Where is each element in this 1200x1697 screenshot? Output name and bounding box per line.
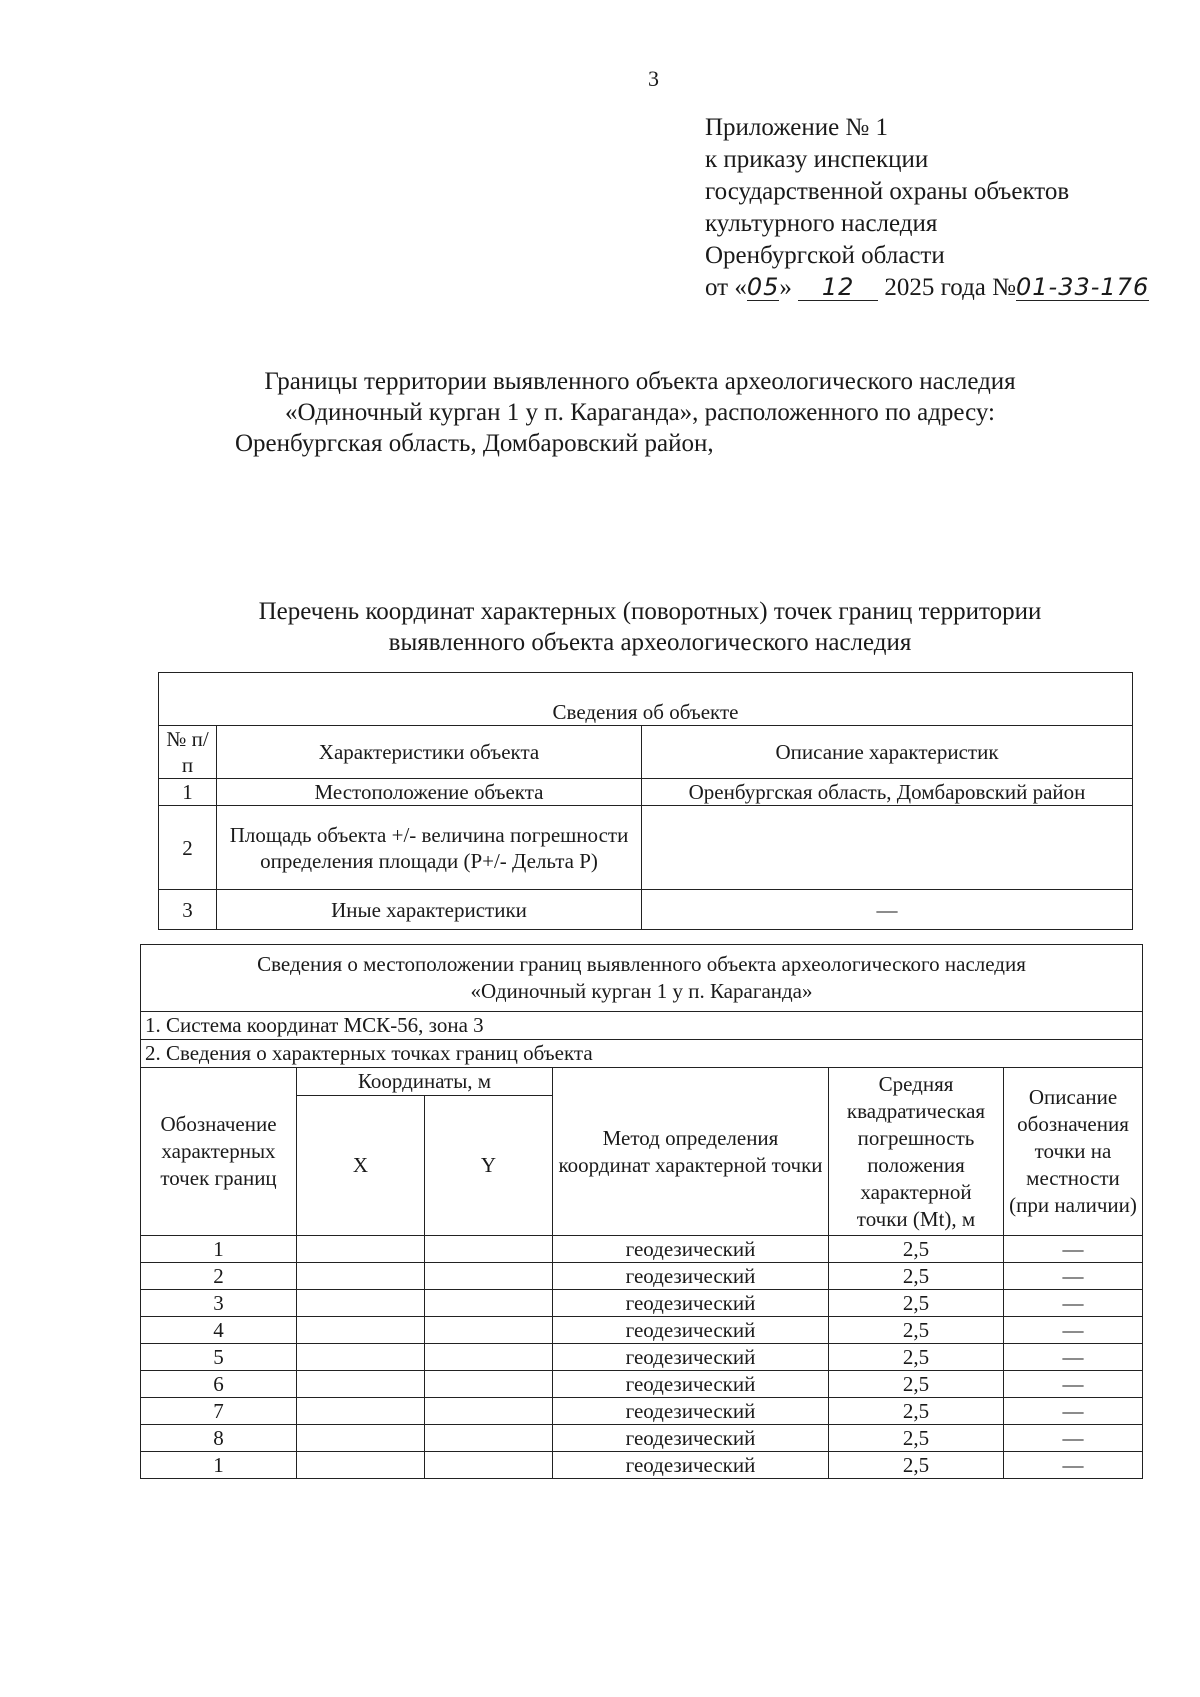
row-description: — (642, 890, 1133, 930)
appendix-line: Приложение № 1 (705, 114, 889, 141)
table-row (141, 1290, 1143, 1317)
col-header-method: Метод определения координат характерной точки (553, 1068, 829, 1236)
table-row (141, 1263, 1143, 1290)
point-y (425, 1290, 553, 1317)
table-row (141, 1398, 1143, 1425)
point-desc: — (1004, 1398, 1143, 1425)
table-row (141, 1371, 1143, 1398)
object-table-caption: Сведения об объекте (159, 673, 1133, 726)
location-table-caption (141, 945, 1143, 1012)
point-error: 2,5 (829, 1236, 1004, 1263)
col-header-x: X (297, 1096, 425, 1236)
point-y (425, 1371, 553, 1398)
point-id: 6 (141, 1371, 297, 1398)
caption-line: «Одиночный курган 1 у п. Караганда» (470, 979, 813, 1003)
point-x (297, 1398, 425, 1425)
point-error: 2,5 (829, 1290, 1004, 1317)
points-header: 2. Сведения о характерных точках границ объекта (141, 1040, 1143, 1068)
point-desc: — (1004, 1290, 1143, 1317)
point-y (425, 1263, 553, 1290)
point-method: геодезический (553, 1344, 829, 1371)
point-desc: — (1004, 1344, 1143, 1371)
point-error: 2,5 (829, 1371, 1004, 1398)
appendix-line: Оренбургской области (705, 242, 945, 269)
order-day: 05 (746, 273, 780, 301)
points-body (141, 1236, 1143, 1479)
row-no: 2 (159, 806, 217, 890)
point-id: 8 (141, 1425, 297, 1452)
document-title (190, 366, 1090, 459)
row-no: 3 (159, 890, 217, 930)
coordinates-list-title (180, 596, 1120, 658)
row-description (642, 806, 1133, 890)
col-header-characteristic: Характеристики объекта (217, 726, 642, 779)
point-method: геодезический (553, 1452, 829, 1479)
table-row (141, 1236, 1143, 1263)
quote-close: » (779, 274, 792, 301)
title-line: Границы территории выявленного объекта археологического наследия (264, 368, 1016, 395)
point-desc: — (1004, 1317, 1143, 1344)
point-x (297, 1263, 425, 1290)
point-error: 2,5 (829, 1263, 1004, 1290)
point-desc: — (1004, 1425, 1143, 1452)
point-error: 2,5 (829, 1344, 1004, 1371)
point-method: геодезический (553, 1425, 829, 1452)
col-header-error: Средняя квадратическая погрешность положения характерной точки (Mt), м (829, 1068, 1004, 1236)
order-number: 01-33-176 (1016, 273, 1150, 301)
table-row (159, 779, 1133, 806)
point-error: 2,5 (829, 1398, 1004, 1425)
point-method: геодезический (553, 1317, 829, 1344)
row-characteristic: Площадь объекта +/- величина погрешности определения площади (P+/- Дельта P) (217, 806, 642, 890)
order-date-line (705, 272, 1149, 304)
point-id: 5 (141, 1344, 297, 1371)
row-characteristic: Иные характеристики (217, 890, 642, 930)
point-x (297, 1371, 425, 1398)
col-header-coordinates: Координаты, м (297, 1068, 553, 1096)
table-row (159, 890, 1133, 930)
appendix-header (705, 112, 1149, 304)
col-header-description: Описание характеристик (642, 726, 1133, 779)
row-no: 1 (159, 779, 217, 806)
boundary-location-table (140, 944, 1143, 1479)
col-header-designation: Обозначение характерных точек границ (141, 1068, 297, 1236)
table-row (141, 1452, 1143, 1479)
point-id: 7 (141, 1398, 297, 1425)
appendix-line: культурного наследия (705, 210, 938, 237)
table-row (141, 1425, 1143, 1452)
point-y (425, 1398, 553, 1425)
point-x (297, 1290, 425, 1317)
point-method: геодезический (553, 1398, 829, 1425)
appendix-line: к приказу инспекции (705, 146, 929, 173)
point-method: геодезический (553, 1290, 829, 1317)
point-error: 2,5 (829, 1317, 1004, 1344)
point-id: 2 (141, 1263, 297, 1290)
point-y (425, 1344, 553, 1371)
title-line: «Одиночный курган 1 у п. Караганда», расположенного по адресу: (285, 399, 995, 426)
caption-line: Сведения о местоположении границ выявленного объекта археологического наследия (257, 952, 1026, 976)
point-method: геодезический (553, 1236, 829, 1263)
coordinate-system: 1. Система координат МСК-56, зона 3 (141, 1012, 1143, 1040)
table-row (141, 1344, 1143, 1371)
point-y (425, 1317, 553, 1344)
point-id: 1 (141, 1236, 297, 1263)
appendix-line: государственной охраны объектов (705, 178, 1070, 205)
point-x (297, 1425, 425, 1452)
point-id: 3 (141, 1290, 297, 1317)
point-y (425, 1452, 553, 1479)
point-x (297, 1344, 425, 1371)
table-row (159, 806, 1133, 890)
point-error: 2,5 (829, 1425, 1004, 1452)
point-desc: — (1004, 1371, 1143, 1398)
point-error: 2,5 (829, 1452, 1004, 1479)
order-month: 12 (798, 274, 878, 301)
object-info-table (158, 672, 1133, 930)
page-number: 3 (648, 66, 659, 91)
point-desc: — (1004, 1452, 1143, 1479)
date-prefix: от « (705, 274, 747, 301)
list-title-line: Перечень координат характерных (поворотных) точек границ территории (258, 598, 1042, 625)
col-header-no: № п/п (159, 726, 217, 779)
title-line: Оренбургская область, Домбаровский район, (235, 430, 714, 457)
point-x (297, 1452, 425, 1479)
point-y (425, 1425, 553, 1452)
col-header-point-description: Описание обозначения точки на местности (при наличии) (1004, 1068, 1143, 1236)
point-y (425, 1236, 553, 1263)
point-id: 4 (141, 1317, 297, 1344)
point-method: геодезический (553, 1263, 829, 1290)
list-title-line: выявленного объекта археологического наследия (388, 629, 912, 656)
point-x (297, 1236, 425, 1263)
point-desc: — (1004, 1236, 1143, 1263)
order-year: 2025 года № (884, 274, 1016, 301)
point-method: геодезический (553, 1371, 829, 1398)
col-header-y: Y (425, 1096, 553, 1236)
point-x (297, 1317, 425, 1344)
row-characteristic: Местоположение объекта (217, 779, 642, 806)
point-desc: — (1004, 1263, 1143, 1290)
point-id: 1 (141, 1452, 297, 1479)
row-description: Оренбургская область, Домбаровский район (642, 779, 1133, 806)
table-row (141, 1317, 1143, 1344)
